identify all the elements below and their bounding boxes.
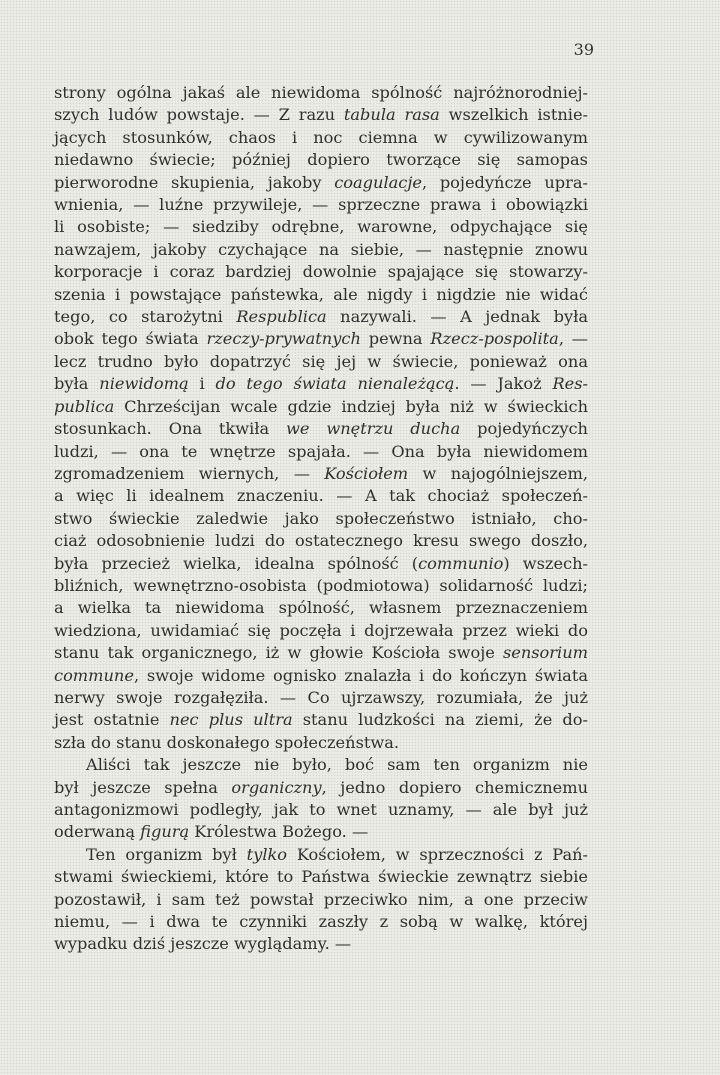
text-segment: była <box>54 374 100 394</box>
text-line <box>54 553 588 575</box>
text-segment: stanu ludzkości na ziemi, że do- <box>292 710 588 730</box>
text-segment: niedawno świecie; później dopiero tworzące się samopas <box>54 150 588 170</box>
text-segment: strony ogólna jakaś ale niewidoma spólność najróżnorodniej- <box>54 83 588 102</box>
text-line <box>54 418 588 440</box>
text-segment: zgromadzeniem wiernych, — <box>54 463 325 483</box>
text-line <box>54 172 588 194</box>
text-line <box>54 597 588 619</box>
italic-text: Res- <box>552 374 589 394</box>
text-segment: jest ostatnie <box>54 710 170 730</box>
text-segment: korporacje i coraz bardziej dowolnie spajające się stowarzy- <box>54 262 588 282</box>
text-segment: stanu tak organicznego, iż w głowie Kościoła swoje <box>54 643 503 663</box>
text-line <box>54 463 588 485</box>
text-segment: był jeszcze spełna <box>54 777 232 797</box>
text-segment: , swoje widome ognisko znalazła i do kończyn świata <box>133 665 588 685</box>
text-line <box>54 306 588 328</box>
text-line <box>54 687 588 709</box>
text-line <box>54 889 588 911</box>
text-line <box>54 821 588 843</box>
text-line <box>54 104 588 126</box>
text-segment: Aliści tak jeszcze nie było, boć sam ten organizm nie <box>86 755 588 775</box>
italic-text: tylko <box>246 844 288 864</box>
text-line <box>54 575 588 597</box>
text-segment: . — Jakoż <box>454 374 553 394</box>
text-segment: pierworodne skupienia, jakoby <box>54 172 335 192</box>
text-segment: szenia i powstające państewka, ale nigdy i nigdzie nie widać <box>54 284 588 304</box>
text-segment: a wielka ta niewidoma spólność, własnem przeznaczeniem <box>54 598 588 618</box>
text-line <box>54 396 588 418</box>
text-segment: pozostawił, i sam też powstał przeciwko nim, a one przeciw <box>54 889 588 909</box>
text-line <box>54 911 588 933</box>
text-line <box>54 777 588 799</box>
text-segment: nerwy swoje rozgałęziła. — Co ujrzawszy, rozumiała, że już <box>54 687 588 707</box>
italic-text: coagulacje <box>334 172 422 192</box>
italic-text: Rzecz-pospolita <box>430 329 559 349</box>
text-line <box>54 530 588 552</box>
text-segment: stwo świeckie zaledwie jako społeczeństwo istniało, cho- <box>54 508 588 528</box>
text-segment: antagonizmowi podległy, jak to wnet uznamy, — ale był już <box>54 800 588 819</box>
text-segment: ludzi, — ona te wnętrze spajała. — Ona była niewidomem <box>54 441 588 461</box>
text-line <box>54 216 588 238</box>
text-segment: a więc li idealnem znaczeniu. — A tak chociaż społeczeń- <box>54 486 588 506</box>
text-line <box>54 149 588 171</box>
italic-text: organiczny <box>231 777 322 797</box>
italic-text: publica <box>54 396 115 416</box>
italic-text: we wnętrzu ducha <box>286 419 461 439</box>
text-line <box>54 799 588 821</box>
text-line <box>54 261 588 283</box>
text-segment: nawzajem, jakoby czychające na siebie, — następnie znowu <box>54 239 588 259</box>
text-line <box>54 709 588 731</box>
text-line <box>54 866 588 888</box>
text-segment: jących stosunków, chaos i noc ciemna w cywilizowanym <box>54 127 588 147</box>
text-segment: , pojedyńcze upra- <box>421 172 588 192</box>
italic-text: commune <box>54 665 134 685</box>
text-segment: wypadku dziś jeszcze wyglądamy. — <box>54 934 352 954</box>
italic-text: communio <box>418 553 504 573</box>
text-line <box>54 732 588 754</box>
text-segment: niemu, — i dwa te czynniki zaszły z sobą w walkę, której <box>54 912 588 932</box>
italic-text: figurą <box>140 822 190 842</box>
text-segment: w najogólniejszem, <box>408 463 589 483</box>
text-segment: Kościołem, w sprzeczności z Pań- <box>287 844 588 864</box>
text-segment: Ten organizm był <box>86 844 247 864</box>
italic-text: do tego świata nienależącą <box>215 374 455 394</box>
text-line <box>54 194 588 216</box>
text-segment: szła do stanu doskonałego społeczeństwa. <box>54 732 400 752</box>
text-segment: nazywali. — A jednak była <box>326 307 588 327</box>
text-line <box>54 642 588 664</box>
text-line <box>54 351 588 373</box>
text-segment: , — <box>558 329 588 349</box>
italic-text: nec plus ultra <box>169 710 293 730</box>
text-segment: Królestwa Bożego. — <box>189 822 369 842</box>
text-segment: stosunkach. Ona tkwiła <box>54 419 287 439</box>
italic-text: rzeczy-prywatnych <box>206 329 361 349</box>
text-segment: wszelkich istnie- <box>439 105 589 125</box>
text-line <box>54 933 588 955</box>
text-line <box>54 620 588 642</box>
text-segment: tego, co starożytni <box>54 307 237 327</box>
text-segment: była przecież wielka, idealna spólność ( <box>54 553 419 573</box>
text-segment: Chrześcijan wcale gdzie indziej była niż w świeckich <box>114 396 588 416</box>
text-segment: wiedziona, uwidamiać się poczęła i dojrzewała przez wieki do <box>54 620 588 640</box>
text-line <box>54 239 588 261</box>
text-segment: lecz trudno było dopatrzyć się jej w świecie, ponieważ ona <box>54 351 588 371</box>
body-text <box>54 82 588 956</box>
text-segment: bliźnich, wewnętrzno-osobista (podmiotowa) solidarność ludzi; <box>54 575 588 595</box>
text-segment: szych ludów powstaje. — Z razu <box>54 105 344 125</box>
text-line <box>54 441 588 463</box>
italic-text: tabula rasa <box>343 105 440 125</box>
text-line <box>54 485 588 507</box>
text-segment: pewna <box>360 329 431 349</box>
text-line <box>54 284 588 306</box>
text-segment: oderwaną <box>54 822 141 842</box>
italic-text: niewidomą <box>99 374 189 394</box>
text-line <box>54 508 588 530</box>
text-segment: ) wszech- <box>503 553 588 573</box>
text-line <box>54 754 588 776</box>
page-number: 39 <box>573 40 594 59</box>
text-segment: wnienia, — luźne przywileje, — sprzeczne prawa i obowiązki <box>54 195 588 215</box>
italic-text: sensorium <box>502 643 588 663</box>
text-line <box>54 82 588 104</box>
italic-text: Kościołem <box>324 463 409 483</box>
text-segment: obok tego świata <box>54 329 207 349</box>
text-line <box>54 844 588 866</box>
text-segment: , jedno dopiero chemicznemu <box>321 777 588 797</box>
text-segment: li osobiste; — siedziby odrębne, warowne, odpychające się <box>54 217 588 237</box>
text-line <box>54 665 588 687</box>
text-line <box>54 127 588 149</box>
text-segment: i <box>188 374 216 394</box>
text-segment: stwami świeckiemi, które to Państwa świeckie zewnątrz siebie <box>54 867 588 887</box>
italic-text: Respublica <box>236 307 327 327</box>
text-line <box>54 373 588 395</box>
text-segment: ciaż odosobnienie ludzi do ostatecznego kresu swego doszło, <box>54 531 588 551</box>
text-line <box>54 328 588 350</box>
text-segment: pojedyńczych <box>460 419 588 439</box>
